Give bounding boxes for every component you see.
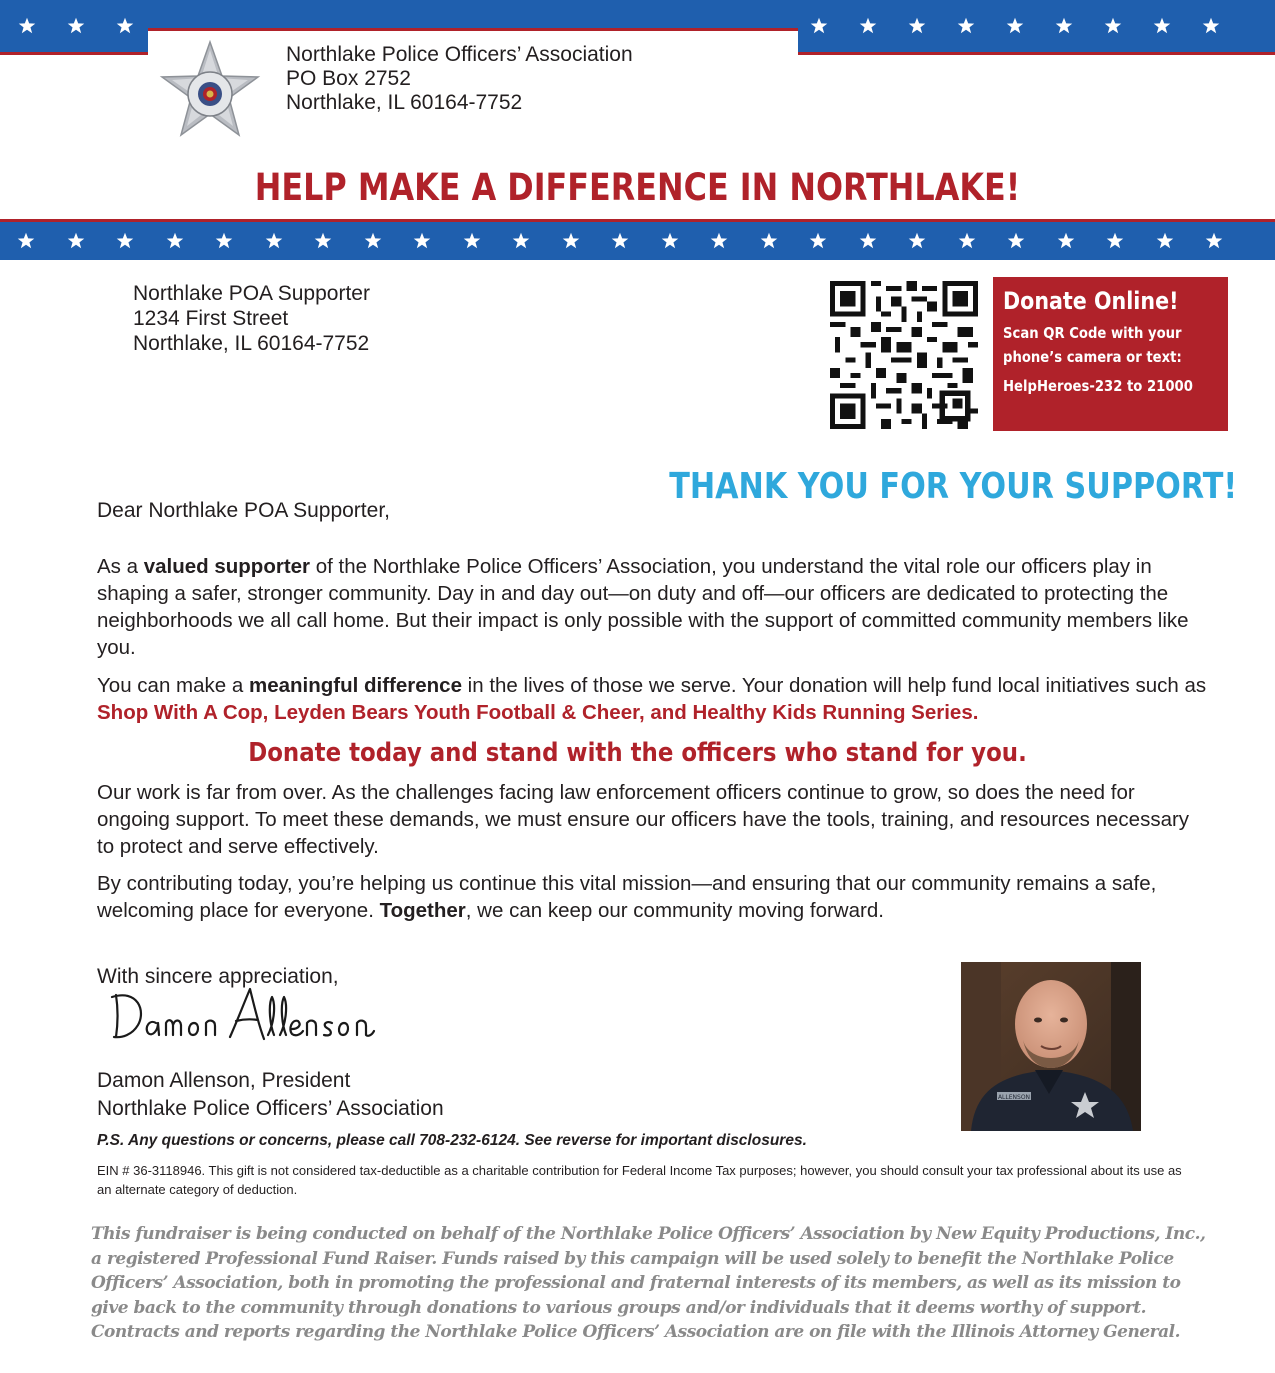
salutation: Dear Northlake POA Supporter, xyxy=(97,499,390,522)
p2-text-b: in the lives of those we serve. Your donation will help fund local initiatives such as xyxy=(461,674,1207,697)
p1-text-b: of the Northlake Police Officers’ Association, you understand the vital role our officers play in shaping a safer, stronger community. Day in and day out—on duty and off—our officers are dedicated to protecting the neighborhoods we all call home. But their impact is only possible with the support of committed community members like you. xyxy=(97,555,1189,659)
star-icon xyxy=(18,17,36,35)
top-stripe-middle xyxy=(148,28,798,31)
p1-bold: valued supporter xyxy=(143,555,311,578)
star-icon xyxy=(562,232,580,250)
star-icon xyxy=(710,232,728,250)
star-icon xyxy=(116,232,134,250)
star-icon xyxy=(314,232,332,250)
sender-address xyxy=(286,43,633,115)
star-icon xyxy=(908,232,926,250)
signer-name-title: Damon Allenson, President xyxy=(97,1069,351,1092)
letter-paragraph-4 xyxy=(97,870,1207,924)
star-icon xyxy=(957,17,975,35)
p4-text-a: By contributing today, you’re helping us continue this vital mission—and ensuring that our community remains a safe, welcoming place for everyone. xyxy=(97,872,1157,922)
fundraiser-disclaimer: This fundraiser is being conducted on behalf of the Northlake Police Officers’ Association by New Equity Productions, Inc., a registered Professional Fund Raiser. Funds raised by this campaign will be used solely to benefit the Northlake Police Officers’ Association, both in promoting the professional and fraternal interests of its members, as well as its mission to give back to the community through donations to various groups and/or individuals that it deems worthy of support. Contracts and reports regarding the Northlake Police Officers’ Association are on file with the Illinois Attorney General. xyxy=(91,1224,1206,1342)
star-icon xyxy=(265,232,283,250)
star-icon xyxy=(611,232,629,250)
star-icon xyxy=(1153,17,1171,35)
top-star-band-right xyxy=(798,0,1275,52)
star-icon xyxy=(809,232,827,250)
top-stripe-right xyxy=(798,52,1275,55)
donate-title: Donate Online! xyxy=(1003,287,1179,315)
headline: HELP MAKE A DIFFERENCE IN NORTHLAKE! xyxy=(254,166,1021,209)
police-star-badge-icon xyxy=(158,40,262,140)
donate-callout: Donate today and stand with the officers who stand for you. xyxy=(248,738,1027,768)
sender-org-name: Northlake Police Officers’ Association xyxy=(286,43,633,66)
recipient-address xyxy=(133,281,370,356)
star-row xyxy=(798,0,1220,52)
p4-bold: Together xyxy=(379,899,466,922)
star-icon xyxy=(116,17,134,35)
star-icon xyxy=(1055,17,1073,35)
star-row xyxy=(0,222,1223,260)
star-icon xyxy=(1006,17,1024,35)
star-icon xyxy=(463,232,481,250)
star-icon xyxy=(512,232,530,250)
p2-initiatives: Shop With A Cop, Leyden Bears Youth Football & Cheer, and Healthy Kids Running Series. xyxy=(97,701,979,724)
letter-paragraph-2 xyxy=(97,672,1207,726)
recipient-name: Northlake POA Supporter xyxy=(133,282,370,305)
star-icon xyxy=(908,17,926,35)
letter-paragraph-3: Our work is far from over. As the challenges facing law enforcement officers continue to grow, so does the need for ongoing support. To meet these demands, we must ensure our officers have the tools, training, and resources necessary to protect and serve effectively. xyxy=(97,781,1190,858)
p2-bold: meaningful difference xyxy=(248,674,462,697)
ein-disclosure: EIN # 36-3118946. This gift is not considered tax-deductible as a charitable contribution for Federal Income Tax purposes; however, you should consult your tax professional about its use as an alternate category of deduction. xyxy=(97,1163,1182,1197)
signer-block xyxy=(97,1067,444,1123)
star-icon xyxy=(958,232,976,250)
star-icon xyxy=(17,232,35,250)
sender-po-box: PO Box 2752 xyxy=(286,67,411,90)
letter-paragraph-1 xyxy=(97,553,1207,661)
star-icon xyxy=(67,17,85,35)
star-icon xyxy=(413,232,431,250)
star-icon xyxy=(661,232,679,250)
middle-star-band xyxy=(0,222,1275,260)
star-icon xyxy=(1202,17,1220,35)
top-star-band-left xyxy=(0,0,148,52)
recipient-city-line: Northlake, IL 60164-7752 xyxy=(133,332,370,355)
signer-organization: Northlake Police Officers’ Association xyxy=(97,1097,444,1120)
officer-photo xyxy=(961,962,1141,1131)
star-icon xyxy=(859,232,877,250)
star-icon xyxy=(166,232,184,250)
star-icon xyxy=(364,232,382,250)
star-icon xyxy=(859,17,877,35)
thank-you-heading: THANK YOU FOR YOUR SUPPORT! xyxy=(668,466,1237,507)
donate-instructions-line2: phone’s camera or text: xyxy=(1003,348,1182,366)
donate-instructions-line1: Scan QR Code with your xyxy=(1003,324,1182,342)
recipient-street: 1234 First Street xyxy=(133,307,289,330)
star-icon xyxy=(1007,232,1025,250)
star-icon xyxy=(760,232,778,250)
star-icon xyxy=(215,232,233,250)
qr-code-icon[interactable] xyxy=(830,281,978,429)
sender-city-line: Northlake, IL 60164-7752 xyxy=(286,91,523,114)
star-icon xyxy=(1106,232,1124,250)
star-icon xyxy=(1057,232,1075,250)
p4-text-b: , we can keep our community moving forward. xyxy=(465,899,884,922)
p1-text-a: As a xyxy=(97,555,144,578)
p2-text-a: You can make a xyxy=(97,674,249,697)
top-stripe-left xyxy=(0,52,148,55)
star-icon xyxy=(67,232,85,250)
postscript: P.S. Any questions or concerns, please call 708-232-6124. See reverse for important disclosures. xyxy=(97,1132,807,1149)
donate-text-code: HelpHeroes-232 to 21000 xyxy=(1003,377,1193,395)
nameplate: ALLENSON xyxy=(997,1094,1031,1101)
star-icon xyxy=(1156,232,1174,250)
top-band-thin xyxy=(148,0,798,28)
star-row xyxy=(0,0,134,52)
star-icon xyxy=(810,17,828,35)
donate-online-panel[interactable] xyxy=(993,277,1228,431)
star-icon xyxy=(1205,232,1223,250)
handwritten-signature xyxy=(108,983,388,1049)
star-icon xyxy=(1104,17,1122,35)
closing: With sincere appreciation, xyxy=(97,965,339,988)
